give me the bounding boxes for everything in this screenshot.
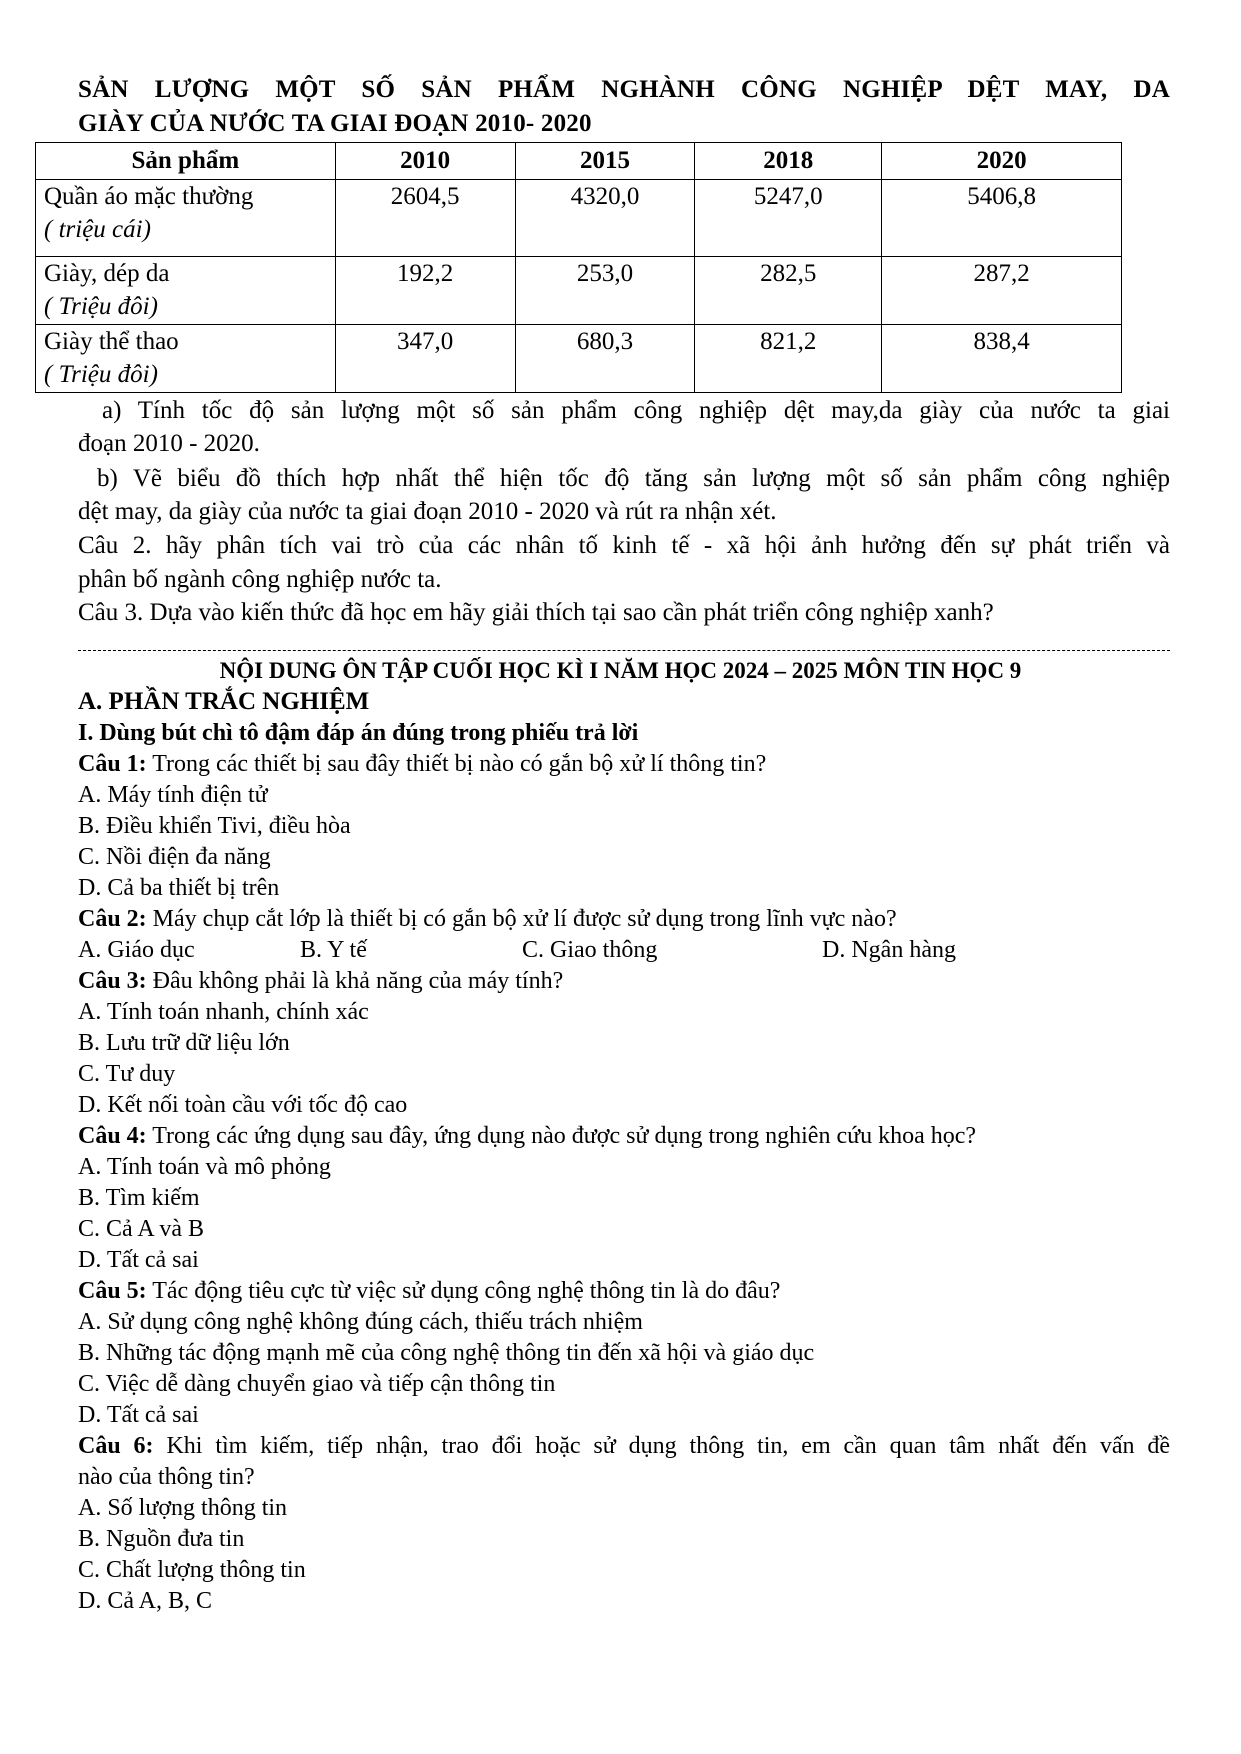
- option-d: D. Tất cả sai: [78, 1402, 199, 1428]
- option-d: D. Cả ba thiết bị trên: [78, 875, 280, 901]
- section-i-heading: I. Dùng bút chì tô đậm đáp án đúng trong phiếu trả lời: [78, 720, 639, 746]
- option-c: C. Giao thông: [522, 937, 658, 963]
- question-3: [78, 968, 563, 995]
- header-2015: 2015: [515, 143, 695, 180]
- value-2015: 253,0: [515, 257, 695, 325]
- review-title: NỘI DUNG ÔN TẬP CUỐI HỌC KÌ I NĂM HỌC 2024 – 2025 MÔN TIN HỌC 9: [219, 658, 1022, 683]
- option-b: B. Điều khiển Tivi, điều hòa: [78, 813, 351, 839]
- value-2020: 5406,8: [882, 180, 1122, 257]
- header-2018: 2018: [695, 143, 882, 180]
- product-name: Quần áo mặc thường: [44, 183, 254, 210]
- option-b: B. Tìm kiếm: [78, 1185, 200, 1211]
- row-product-cell: [36, 180, 336, 257]
- question-6-continuation: nào của thông tin?: [78, 1464, 255, 1490]
- option-b: B. Y tế: [300, 937, 367, 963]
- option-b: B. Lưu trữ dữ liệu lớn: [78, 1030, 290, 1056]
- question-label: Câu 2:: [78, 906, 147, 932]
- question-label: Câu 1:: [78, 751, 147, 777]
- product-unit: ( Triệu đôi): [44, 293, 158, 320]
- option-c: C. Việc dễ dàng chuyển giao và tiếp cận thông tin: [78, 1371, 556, 1397]
- option-c: C. Cả A và B: [78, 1216, 205, 1242]
- question-label: Câu 6:: [78, 1433, 154, 1459]
- question-text: Trong các thiết bị sau đây thiết bị nào có gắn bộ xử lí thông tin?: [146, 751, 767, 777]
- question-text: Máy chụp cắt lớp là thiết bị có gắn bộ xử lí được sử dụng trong lĩnh vực nào?: [146, 906, 897, 932]
- table-title-line-1: SẢN LƯỢNG MỘT SỐ SẢN PHẨM NGHÀNH CÔNG NGHIỆP DỆT MAY, DA: [78, 76, 1170, 103]
- value-2020: 838,4: [882, 325, 1122, 393]
- header-2020: 2020: [882, 143, 1122, 180]
- part-a-line-1: a) Tính tốc độ sản lượng một số sản phẩm công nghiệp dệt may,da giày của nước ta giai: [102, 397, 1170, 424]
- question-1: [78, 751, 766, 778]
- option-d: D. Tất cả sai: [78, 1247, 199, 1273]
- table-row: [36, 325, 1122, 393]
- option-c: C. Chất lượng thông tin: [78, 1557, 306, 1583]
- cau-2-line-1: Câu 2. hãy phân tích vai trò của các nhân tố kinh tế - xã hội ảnh hưởng đến sự phát triển và: [78, 532, 1170, 559]
- product-unit: ( triệu cái): [44, 216, 151, 243]
- row-product-cell: [36, 325, 336, 393]
- option-a: A. Tính toán và mô phỏng: [78, 1154, 331, 1180]
- value-2010: 347,0: [335, 325, 515, 393]
- option-c: C. Tư duy: [78, 1061, 176, 1087]
- option-a: A. Giáo dục: [78, 937, 195, 963]
- question-text: Trong các ứng dụng sau đây, ứng dụng nào được sử dụng trong nghiên cứu khoa học?: [146, 1123, 977, 1149]
- question-label: Câu 3:: [78, 968, 147, 994]
- option-b: B. Những tác động mạnh mẽ của công nghệ thông tin đến xã hội và giáo dục: [78, 1340, 815, 1366]
- cau-2-line-2: phân bố ngành công nghiệp nước ta.: [78, 566, 442, 593]
- part-a-line-2: đoạn 2010 - 2020.: [78, 430, 260, 457]
- option-a: A. Tính toán nhanh, chính xác: [78, 999, 369, 1025]
- question-label: Câu 4:: [78, 1123, 147, 1149]
- question-2: [78, 906, 897, 933]
- value-2010: 192,2: [335, 257, 515, 325]
- question-4: [78, 1123, 976, 1150]
- product-name: Giày, dép da: [44, 260, 170, 287]
- section-a-heading: A. PHẦN TRẮC NGHIỆM: [78, 688, 370, 715]
- question-text: Khi tìm kiếm, tiếp nhận, trao đổi hoặc sử dụng thông tin, em cần quan tâm nhất đến vấn đề: [153, 1433, 1171, 1459]
- value-2010: 2604,5: [335, 180, 515, 257]
- header-2010: 2010: [335, 143, 515, 180]
- cau-3: Câu 3. Dựa vào kiến thức đã học em hãy giải thích tại sao cần phát triển công nghiệp xanh?: [78, 599, 994, 626]
- table-header-row: [36, 143, 1122, 180]
- value-2020: 287,2: [882, 257, 1122, 325]
- option-a: A. Máy tính điện tử: [78, 782, 268, 808]
- value-2018: 282,5: [695, 257, 882, 325]
- option-a: A. Sử dụng công nghệ không đúng cách, thiếu trách nhiệm: [78, 1309, 643, 1335]
- option-d: D. Cả A, B, C: [78, 1588, 213, 1614]
- question-text: Đâu không phải là khả năng của máy tính?: [146, 968, 564, 994]
- question-text: Tác động tiêu cực từ việc sử dụng công nghệ thông tin là do đâu?: [146, 1278, 781, 1304]
- row-product-cell: [36, 257, 336, 325]
- header-product: Sản phẩm: [36, 143, 336, 180]
- value-2018: 821,2: [695, 325, 882, 393]
- table-row: [36, 257, 1122, 325]
- value-2015: 680,3: [515, 325, 695, 393]
- option-d: D. Ngân hàng: [822, 937, 956, 963]
- option-a: A. Số lượng thông tin: [78, 1495, 288, 1521]
- option-c: C. Nồi điện đa năng: [78, 844, 271, 870]
- option-d: D. Kết nối toàn cầu với tốc độ cao: [78, 1092, 408, 1118]
- part-b-line-1: b) Vẽ biểu đồ thích hợp nhất thể hiện tốc độ tăng sản lượng một số sản phẩm công nghiệp: [97, 465, 1170, 492]
- question-6: [78, 1433, 1170, 1460]
- table-row: [36, 180, 1122, 257]
- section-divider: [78, 650, 1170, 651]
- part-b-line-2: dệt may, da giày của nước ta giai đoạn 2010 - 2020 và rút ra nhận xét.: [78, 498, 777, 525]
- question-5: [78, 1278, 780, 1305]
- question-label: Câu 5:: [78, 1278, 147, 1304]
- product-unit: ( Triệu đôi): [44, 361, 158, 388]
- production-table: [35, 142, 1122, 393]
- value-2018: 5247,0: [695, 180, 882, 257]
- value-2015: 4320,0: [515, 180, 695, 257]
- option-b: B. Nguồn đưa tin: [78, 1526, 245, 1552]
- product-name: Giày thể thao: [44, 328, 179, 355]
- table-title-line-2: GIÀY CỦA NƯỚC TA GIAI ĐOẠN 2010- 2020: [78, 110, 592, 137]
